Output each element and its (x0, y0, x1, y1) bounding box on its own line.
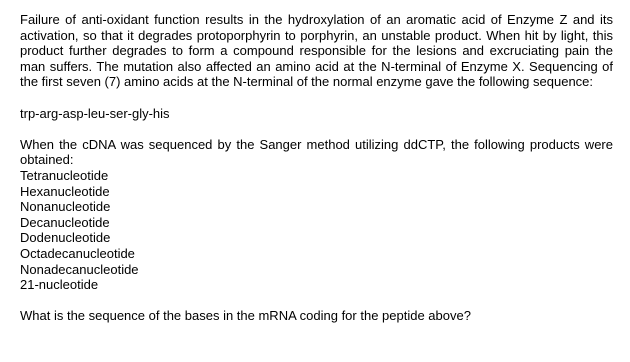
document-body (20, 12, 613, 324)
amino-acid-sequence: trp-arg-asp-leu-ser-gly-his (20, 105, 170, 121)
sanger-paragraph: When the cDNA was sequenced by the Sanger method utilizing ddCTP, the following products were obtained: (20, 136, 613, 168)
spacer (20, 90, 613, 106)
product-item: Tetranucleotide (20, 167, 109, 183)
spacer (20, 293, 613, 309)
product-list (20, 168, 613, 293)
product-item: 21-nucleotide (20, 277, 99, 293)
product-item: Dodenucleotide (20, 230, 111, 246)
product-item: Nonadecanucleotide (20, 261, 139, 277)
intro-paragraph: Failure of anti-oxidant function results in the hydroxylation of an aromatic acid of Enzyme Z and its activation, so that it degrades protoporphyrin to porphyrin, an unstable product. When hit by light, this product further degrades to form a compound responsible for the lesions and excruciating pain the man suffers. The mutation also affected an amino acid at the N-terminal of Enzyme X. Sequencing of the first seven (7) amino acids at the N-terminal of the normal enzyme gave the following sequence: (20, 12, 613, 90)
question-text: What is the sequence of the bases in the mRNA coding for the peptide above? (20, 308, 471, 324)
product-item: Nonanucleotide (20, 199, 111, 215)
spacer (20, 121, 613, 137)
product-item: Hexanucleotide (20, 183, 110, 199)
product-item: Decanucleotide (20, 214, 110, 230)
product-item: Octadecanucleotide (20, 245, 135, 261)
